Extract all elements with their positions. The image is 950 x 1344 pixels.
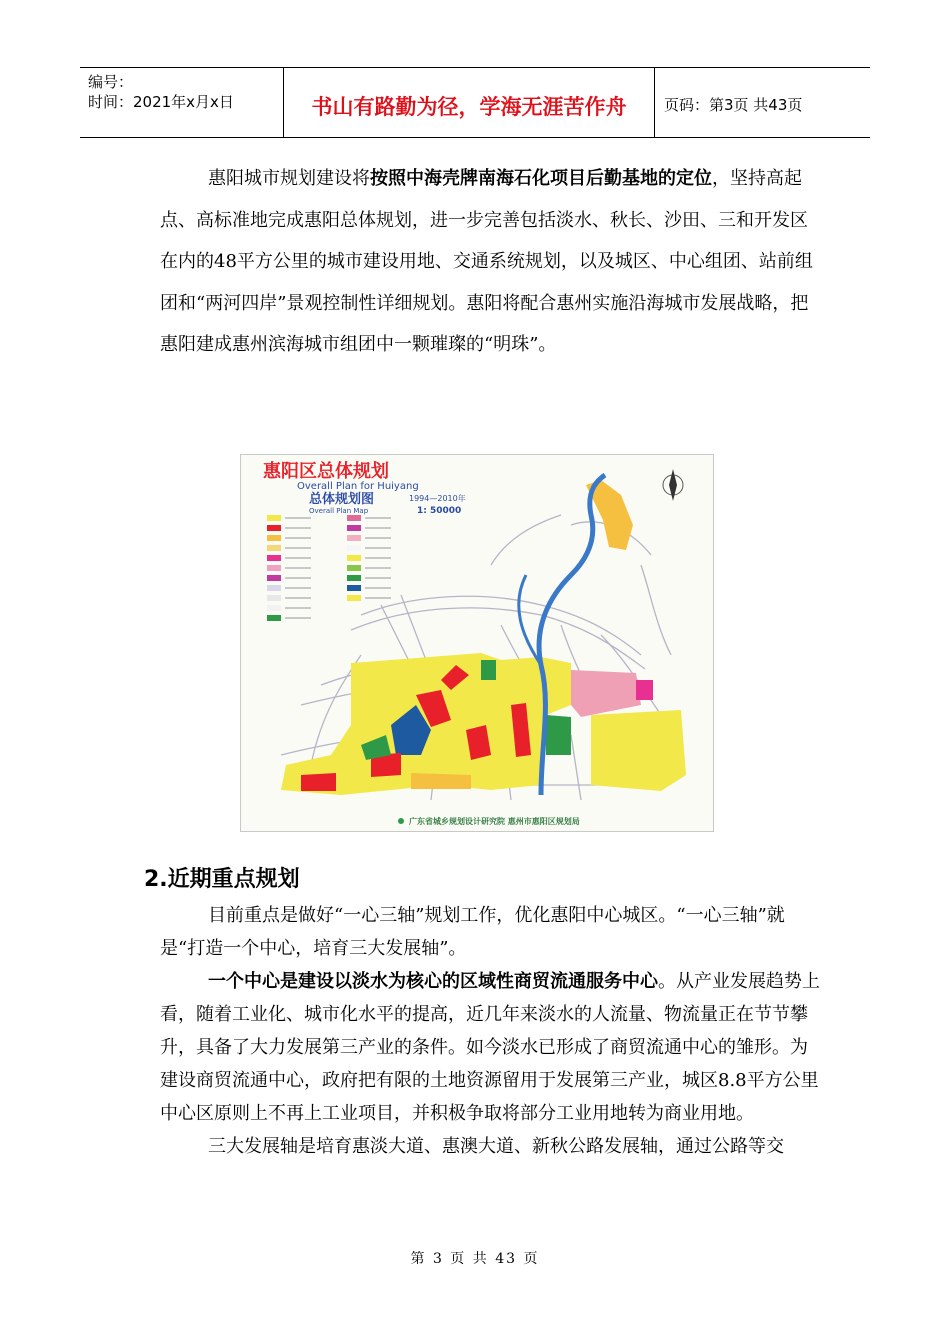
section-heading: 2.近期重点规划: [144, 867, 300, 892]
para-text: 。从产业发展趋势上看，随着工业化、城市化水平的提高，近几年来淡水的人流量、物流量正在节节攀升，具备了大力发展第三产业的条件。如今淡水已形成了商贸流通中心的雏形。为建设商贸流通中心，政府把有限的土地资源留用于发展第三产业，城区8.8平方公里中心区原则上不再上工业项目，并积极争取将部分工业用地转为商业用地。: [160, 971, 820, 1124]
para-bold-text: 一个中心是建设以淡水为核心的区域性商贸流通服务中心: [208, 971, 658, 992]
para-text: 惠阳城市规划建设将: [208, 168, 370, 189]
number-label: 编号：: [88, 73, 134, 91]
map-credit: 广东省城乡规划设计研究院 惠州市惠阳区规划局: [409, 817, 580, 826]
para-one-center-three-axes: 目前重点是做好“一心三轴”规划工作，优化惠阳中心城区。“一心三轴”就是“打造一个中心，培育三大发展轴”。: [160, 905, 785, 959]
map-subtitle-en: Overall Plan Map: [309, 507, 369, 515]
header-meta: [80, 68, 284, 137]
para-text: ，坚持高起点、高标准地完成惠阳总体规划，进一步完善包括淡水、秋长、沙田、三和开发区在内的48平方公里的城市建设用地、交通系统规划，以及城区、中心组团、站前组团和“两河四岸”景观控制性详细规划。惠阳将配合惠州实施沿海城市发展战略，把惠阳建成惠州滨海城市组团中一颗璀璨的“明珠”。: [160, 168, 813, 355]
paragraph-planning: [160, 158, 820, 366]
date-label: 时间：2021年x月x日: [88, 93, 234, 111]
page-footer: 第 3 页 共 43 页: [410, 1251, 540, 1267]
map-subtitle: 总体规划图: [309, 492, 375, 507]
page-header: [80, 67, 870, 138]
map-title-en: Overall Plan for Huiyang: [297, 481, 419, 492]
paragraph-key-planning: [160, 899, 820, 1163]
map-years: 1994—2010年: [409, 494, 466, 503]
credit-bullet-icon: [398, 818, 404, 824]
para-bold-text: 按照中海壳牌南海石化项目后勤基地的定位: [370, 168, 712, 189]
map-title: 惠阳区总体规划: [263, 461, 389, 482]
overall-plan-map: [240, 454, 714, 832]
motto: 书山有路勤为径，学海无涯苦作舟: [284, 68, 655, 137]
page-info: 页码：第3页 共43页: [664, 96, 803, 114]
map-scale: 1: 50000: [417, 506, 462, 516]
map-graphic: [241, 455, 713, 831]
para-three-axes: 三大发展轴是培育惠淡大道、惠澳大道、新秋公路发展轴，通过公路等交: [208, 1136, 784, 1157]
